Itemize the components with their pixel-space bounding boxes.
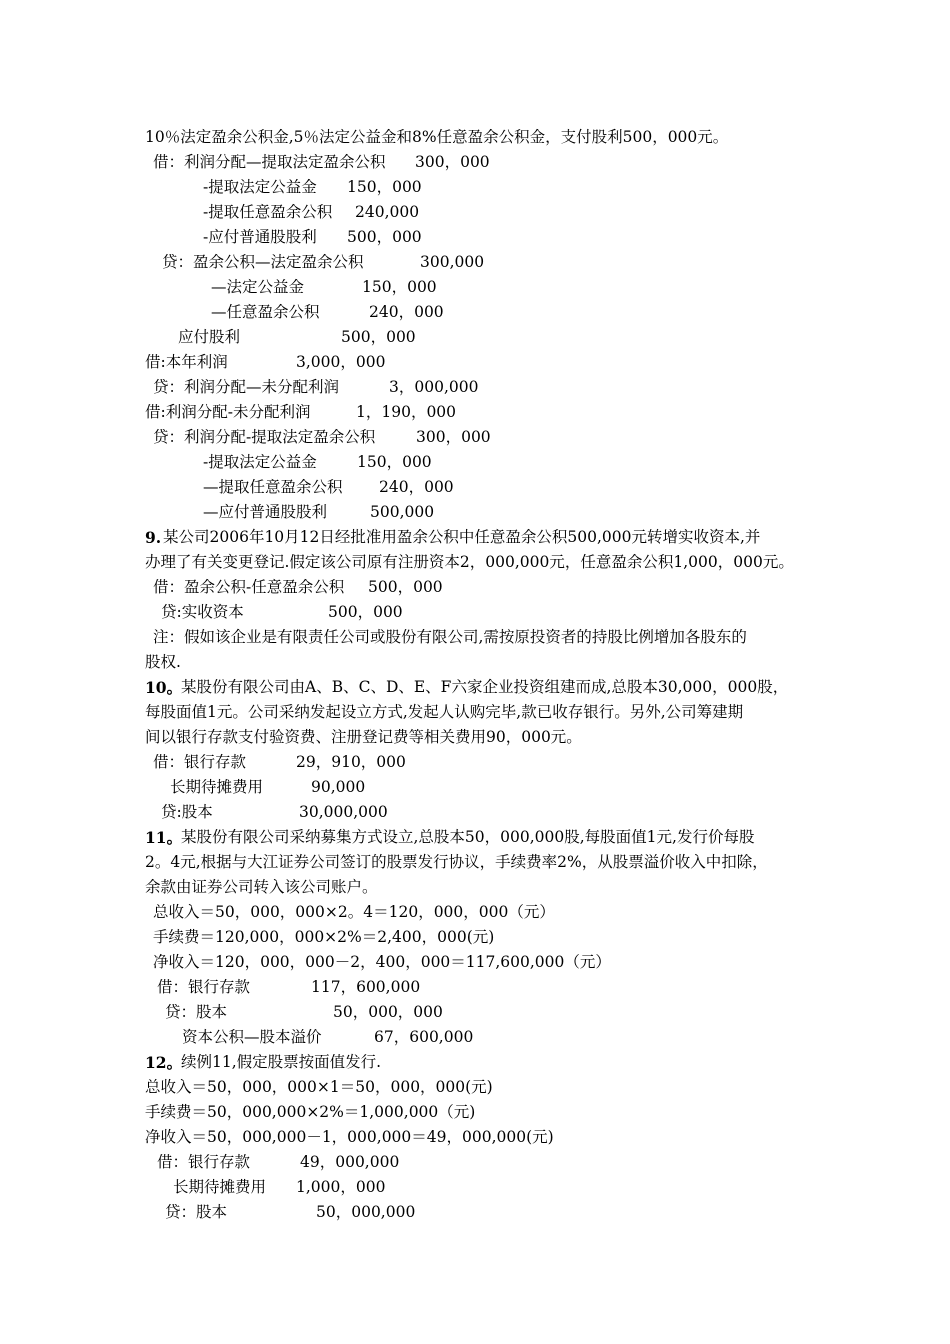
document-page: 10％法定盈余公积金,5％法定公益金和8%任意盈余公积金，支付股利500，000元。 借：利润分配—提取法定盈余公积 300，000 -提取法定公益金 150，000 -提取任意盈余公积 240,000 -应付普通股股利 500，000 贷：盈余公积—法定盈余公积 300,000 —法定公益金 150，000 —任意盈余公积 240，000 应付股利 500，000 借:本年利润 3,000，000 贷：利润分配—未分配利润 3，000,000 借:利润分配-未分配利润 1，190，000 贷：利润分配-提取法定盈余公积 300，000 -提取法定公益金 150，000 —提取任意盈余公积 240，000 —应付普通股股利 500,000 9. 某公司2006年10月12日经批准用盈余公积中任意盈余公积500,000元转增实收资本,并 办理了有关变更登记.假定该公司原有注册资本2，000,000元，任意盈余公积1,000，000元。 借：盈余公积-任意盈余公积 500，000 贷:实收资本 500，000 注：假如该企业是有限责任公司或股份有限公司,需按原投资者的持股比例增加各股东的 股权. 10。 某股份有限公司由A、B、C、D、E、F六家企业投资组建而成,总股本30,000，000股， 每股面值1元。公司采纳发起设立方式,发起人认购完毕,款已收存银行。另外,公司筹建期 间以银行存款支付验资费、注册登记费等相关费用90，000元。 借：银行存款 29，910，000 长期待摊费用 90,000 贷:股本 30,000,000 11。 某股份有限公司采纳募集方式设立,总股本50，000,000股,每股面值1元,发行价每股 2。4元,根据与大江证券公司签订的股票发行协议，手续费率2%，从股票溢价收入中扣除， 余款由证券公司转入该公司账户。 总收入＝50，000，000×2。4＝120，000，000（元） 手续费＝120,000，000×2%＝2,400，000(元) 净收入＝120，000，000－2，400，000＝117,600,000（元） 借：银行存款 117，600,000 贷：股本 50，000，000 资本公积—股本溢价 67，600,000 12。 续例11,假定股票按面值发行. 总收入＝50，000，000×1＝50，000，000(元) 手续费＝50，000,000×2%＝1,000,000（元) 净收入＝50，000,000－1，000,000＝49，000,000(元) 借：银行存款 49，000,000 长期待摊费用 1,000，000 贷：股本 50，000,000 [145, 128, 794, 1221]
